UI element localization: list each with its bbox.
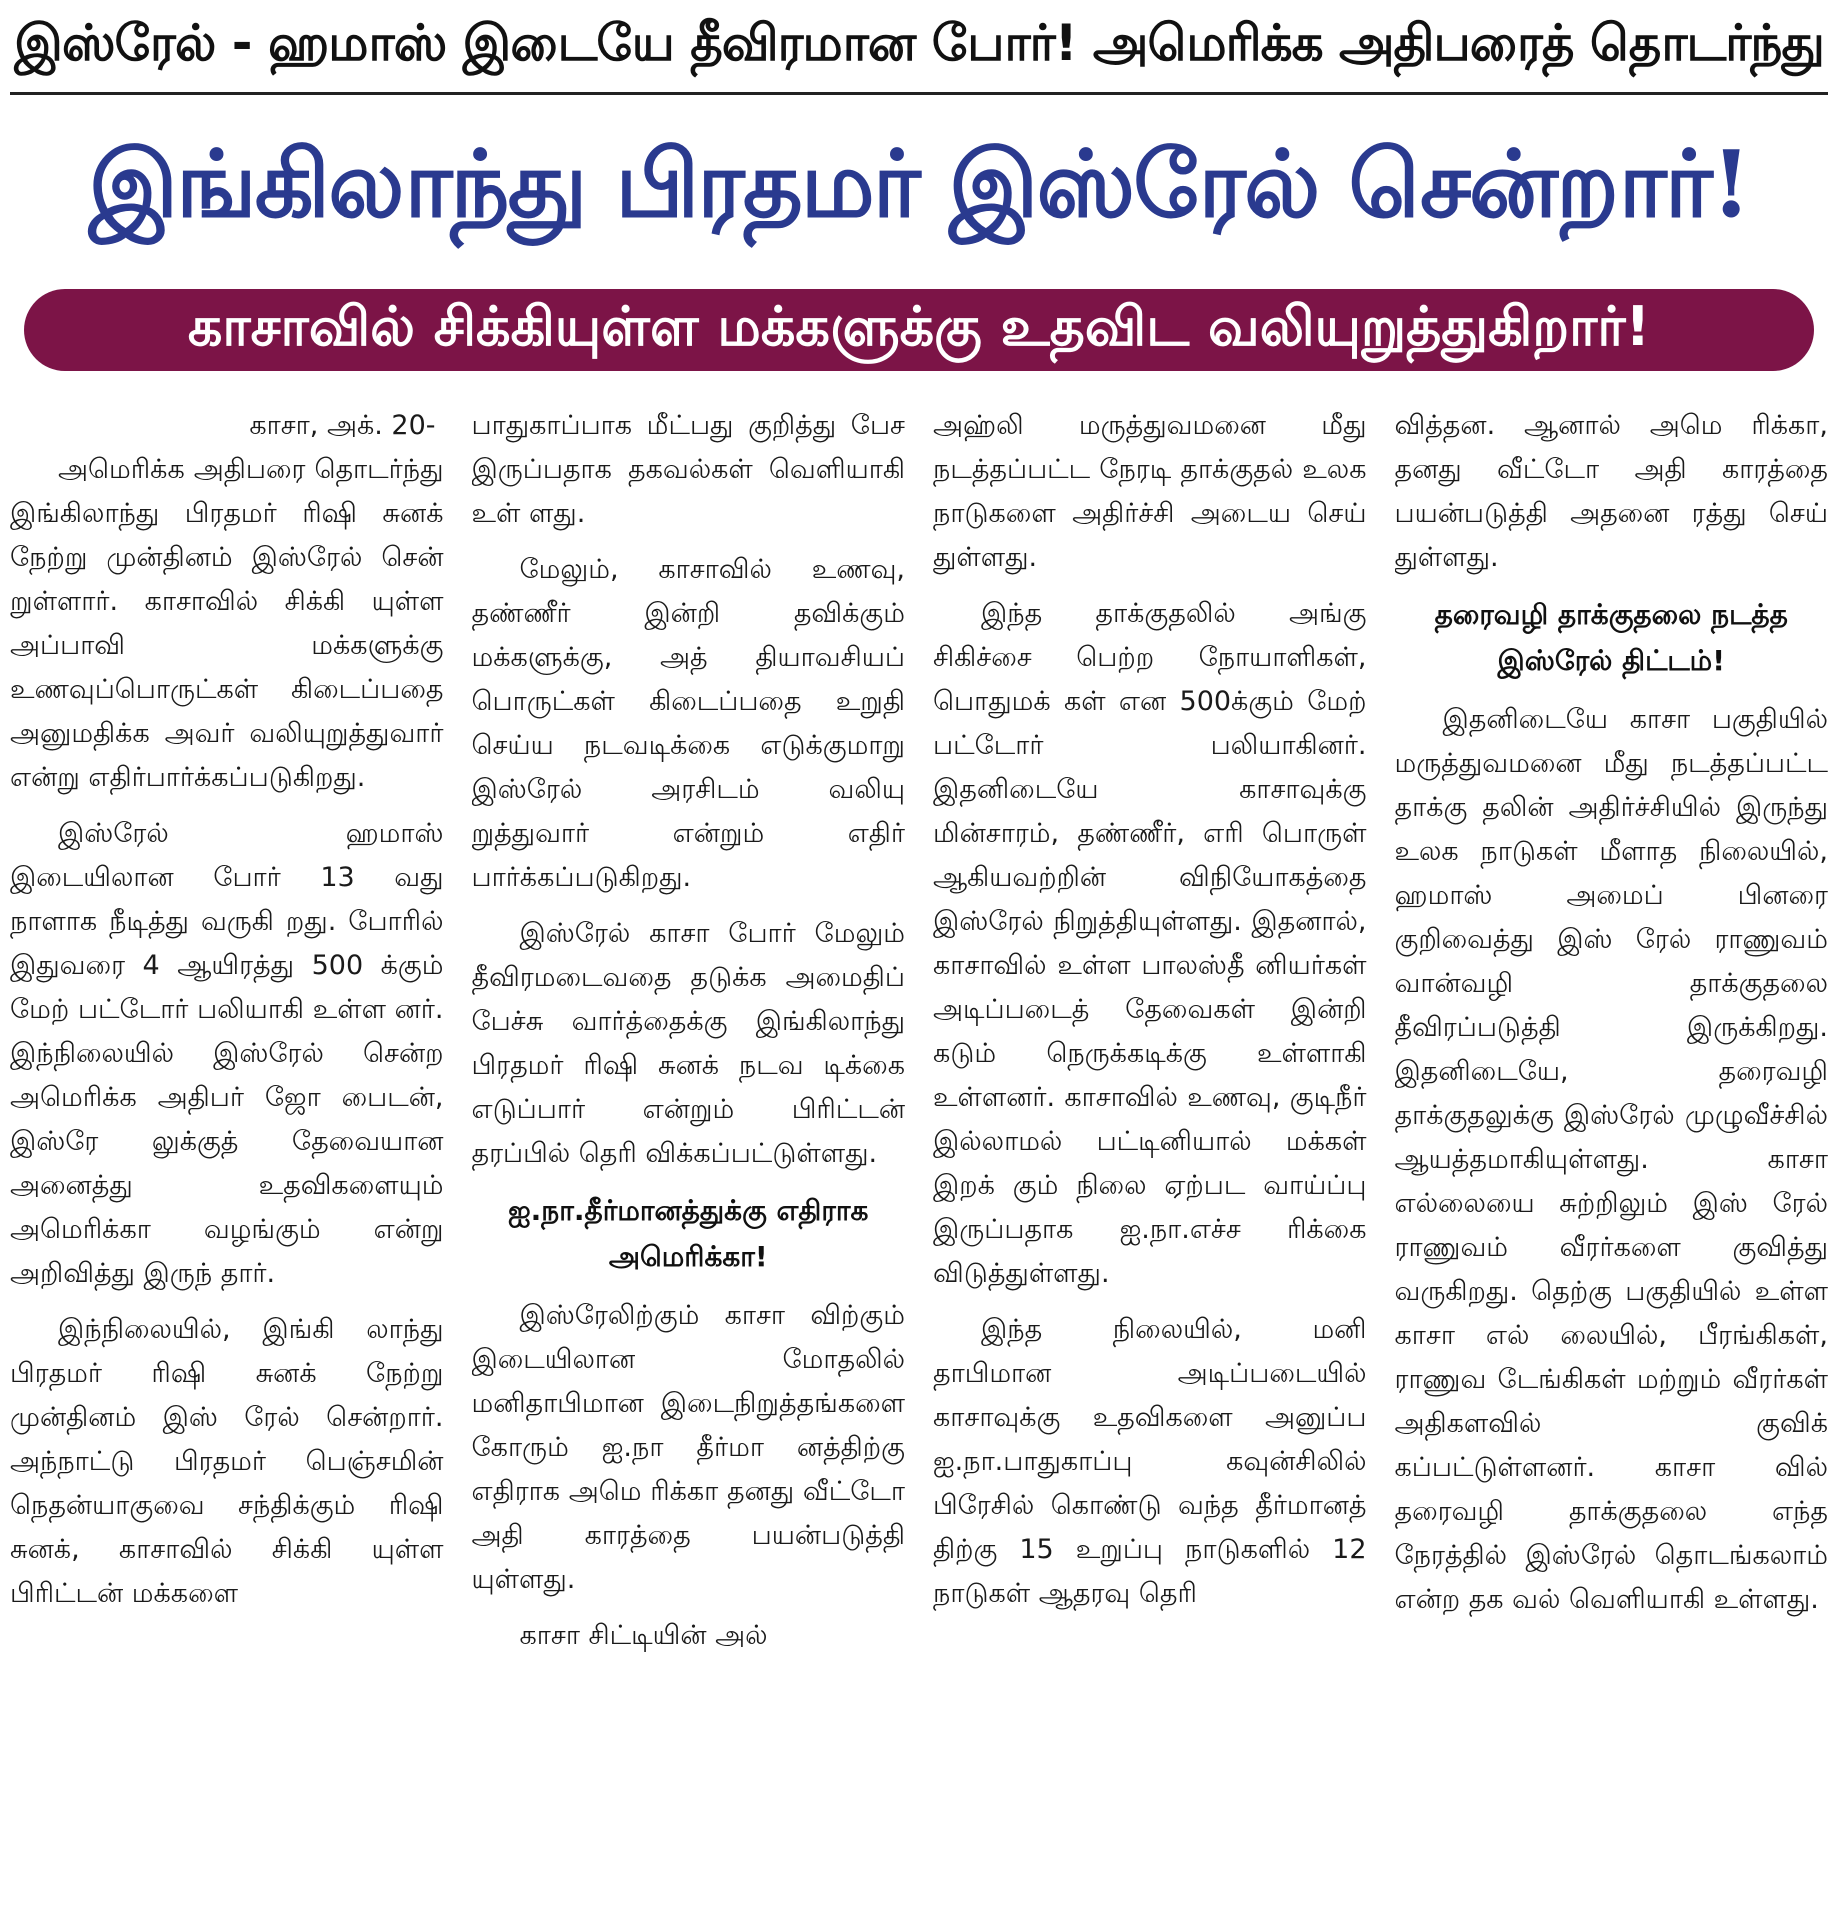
paragraph: இதனிடையே காசா பகுதியில் மருத்துவமனை மீது நடத்தப்பட்ட தாக்கு தலின் அதிர்ச்சியில் இருந்து உலக நாடுகள் மீளாத நிலையில், ஹமாஸ் அமைப் பினரை குறிவைத்து இஸ் ரேல் ராணுவம் வான்வழி தாக்குதலை தீவிரப்படுத்தி இருக்கிறது. இதனிடையே, தரைவழி தாக்குதலுக்கு இஸ்ரேல் முழுவீச்சில் ஆயத்தமாகியுள்ளது. காசா எல்லையை சுற்றிலும் இஸ் ரேல் ராணுவம் வீரர்களை குவித்து வருகிறது. தெற்கு பகுதியில் உள்ள காசா எல் லையில், பீரங்கிகள், ராணுவ டேங்கிகள் மற்றும் வீரர்கள் அதிகளவில் குவிக் கப்பட்டுள்ளனர். காசா வில் தரைவழி தாக்குதலை எந்த நேரத்தில் இஸ்ரேல் தொடங்கலாம் என்ற தக வல் வெளியாகி உள்ளது. — [1394, 704, 1828, 1615]
column-3 — [933, 404, 1367, 1906]
section-subhead: ஐ.நா.தீர்மானத்துக்கு எதிராக அமெரிக்கா! — [508, 1194, 869, 1273]
column-1 — [10, 404, 444, 1906]
main-headline: இங்கிலாந்து பிரதமர் இஸ்ரேல் சென்றார்! — [88, 129, 1750, 238]
paragraph: மேலும், காசாவில் உணவு, தண்ணீர் இன்றி தவிக்கும் மக்களுக்கு, அத் தியாவசியப் பொருட்கள் கிடைப்பதை உறுதி செய்ய நடவடிக்கை எடுக்குமாறு இஸ்ரேல் அரசிடம் வலியு றுத்துவார் என்றும் எதிர் பார்க்கப்படுகிறது. — [471, 554, 905, 893]
column-4 — [1395, 404, 1829, 1906]
sub-headline-banner: காசாவில் சிக்கியுள்ள மக்களுக்கு உதவிட வலியுறுத்துகிறார்! — [24, 289, 1814, 371]
paragraph: இந்த தாக்குதலில் அங்கு சிகிச்சை பெற்ற நோயாளிகள், பொதுமக் கள் என 500க்கும் மேற் பட்டோர் பலியாகினர். இதனிடையே காசாவுக்கு மின்சாரம், தண்ணீர், எரி பொருள் ஆகியவற்றின் விநியோகத்தை இஸ்ரேல் நிறுத்தியுள்ளது. இதனால், காசாவில் உள்ள பாலஸ்தீ னியர்கள் அடிப்படைத் தேவைகள் இன்றி கடும் நெருக்கடிக்கு உள்ளாகி உள்ளனர். காசாவில் உணவு, குடிநீர் இல்லாமல் பட்டினியால் மக்கள் இறக் கும் நிலை ஏற்பட வாய்ப்பு இருப்பதாக ஐ.நா.எச்ச ரிக்கை விடுத்துள்ளது. — [933, 598, 1367, 1289]
section-subhead: தரைவழி தாக்குதலை நடத்த இஸ்ரேல் திட்டம்! — [1434, 598, 1788, 677]
paragraph: அமெரிக்க அதிபரை தொடர்ந்து இங்கிலாந்து பிரதமர் ரிஷி சுனக் நேற்று முன்தினம் இஸ்ரேல் சென் றுள்ளார். காசாவில் சிக்கி யுள்ள அப்பாவி மக்களுக்கு உணவுப்பொருட்கள் கிடைப்பதை அனுமதிக்க அவர் வலியுறுத்துவார் என்று எதிர்பார்க்கப்படுகிறது. — [10, 454, 444, 793]
article-columns — [10, 404, 1828, 1906]
paragraph: வித்தன. ஆனால் அமெ ரிக்கா, தனது வீட்டோ அதி காரத்தை பயன்படுத்தி அதனை ரத்து செய் துள்ளது. — [1394, 410, 1828, 573]
paragraph: காசா சிட்டியின் அல் — [519, 1620, 768, 1651]
paragraph: இஸ்ரேல் காசா போர் மேலும் தீவிரமடைவதை தடுக்க அமைதிப் பேச்சு வார்த்தைக்கு இங்கிலாந்து பிரதமர் ரிஷி சுனக் நடவ டிக்கை எடுப்பார் என்றும் பிரிட்டன் தரப்பில் தெரி விக்கப்பட்டுள்ளது. — [471, 918, 905, 1169]
kicker-headline: இஸ்ரேல் - ஹமாஸ் இடையே தீவிரமான போர்! அமெரிக்க அதிபரைத் தொடர்ந்து — [14, 13, 1824, 72]
column-2 — [472, 404, 906, 1906]
paragraph: பாதுகாப்பாக மீட்பது குறித்து பேச இருப்பதாக தகவல்கள் வெளியாகி உள் ளது. — [471, 410, 905, 529]
paragraph: அஹ்லி மருத்துவமனை மீது நடத்தப்பட்ட நேரடி தாக்குதல் உலக நாடுகளை அதிர்ச்சி அடைய செய் துள்ளது. — [933, 410, 1367, 573]
paragraph: இந்த நிலையில், மனி தாபிமான அடிப்படையில் காசாவுக்கு உதவிகளை அனுப்ப ஐ.நா.பாதுகாப்பு கவுன்சிலில் பிரேசில் கொண்டு வந்த தீர்மானத் திற்கு 15 உறுப்பு நாடுகளில் 12 நாடுகள் ஆதரவு தெரி — [933, 1314, 1367, 1609]
paragraph: இஸ்ரேல் ஹமாஸ் இடையிலான போர் 13 வது நாளாக நீடித்து வருகி றது. போரில் இதுவரை 4 ஆயிரத்து 500 க்கும் மேற் பட்டோர் பலியாகி உள்ள னர். இந்நிலையில் இஸ்ரேல் சென்ற அமெரிக்க அதிபர் ஜோ பைடன், இஸ்ரே லுக்குத் தேவையான அனைத்து உதவிகளையும் அமெரிக்கா வழங்கும் என்று அறிவித்து இருந் தார். — [10, 818, 444, 1289]
paragraph: இஸ்ரேலிற்கும் காசா விற்கும் இடையிலான மோதலில் மனிதாபிமான இடைநிறுத்தங்களை கோரும் ஐ.நா தீர்மா னத்திற்கு எதிராக அமெ ரிக்கா தனது வீட்டோ அதி காரத்தை பயன்படுத்தி யுள்ளது. — [471, 1300, 905, 1595]
paragraph: இந்நிலையில், இங்கி லாந்து பிரதமர் ரிஷி சுனக் நேற்று முன்தினம் இஸ் ரேல் சென்றார். அந்நாட்டு பிரதமர் பெஞ்சமின் நெதன்யாகுவை சந்திக்கும் ரிஷி சுனக், காசாவில் சிக்கி யுள்ள பிரிட்டன் மக்களை — [10, 1314, 444, 1609]
dateline: காசா, அக். 20- — [249, 410, 436, 441]
